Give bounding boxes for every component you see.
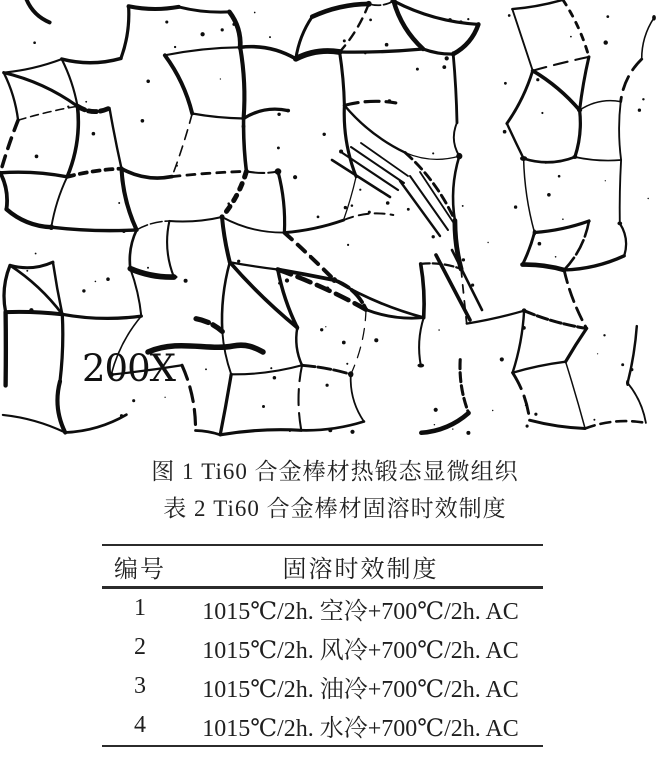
regime-cell: 1015℃/2h. 水冷+700℃/2h. AC	[202, 716, 519, 742]
row-number-cell: 3	[134, 673, 146, 699]
table-row	[102, 628, 543, 667]
col-header-number: 编号	[102, 545, 178, 588]
col-header-regime: 固溶时效制度	[178, 545, 543, 588]
row-number-cell: 1	[134, 595, 146, 621]
table-row	[102, 706, 543, 746]
row-number-cell: 2	[134, 634, 146, 660]
table-row	[102, 588, 543, 629]
magnification-label: 200X	[82, 347, 175, 390]
regime-cell: 1015℃/2h. 油冷+700℃/2h. AC	[202, 677, 519, 703]
regime-cell: 1015℃/2h. 空冷+700℃/2h. AC	[202, 599, 519, 625]
figure-caption: 图 1 Ti60 合金棒材热锻态显微组织	[151, 459, 519, 484]
table-row	[102, 667, 543, 706]
regime-cell: 1015℃/2h. 风冷+700℃/2h. AC	[202, 638, 519, 664]
solution-aging-table	[102, 544, 543, 747]
table-caption: 表 2 Ti60 合金棒材固溶时效制度	[163, 496, 507, 521]
table-header-row	[102, 545, 543, 588]
row-number-cell: 4	[134, 712, 146, 738]
